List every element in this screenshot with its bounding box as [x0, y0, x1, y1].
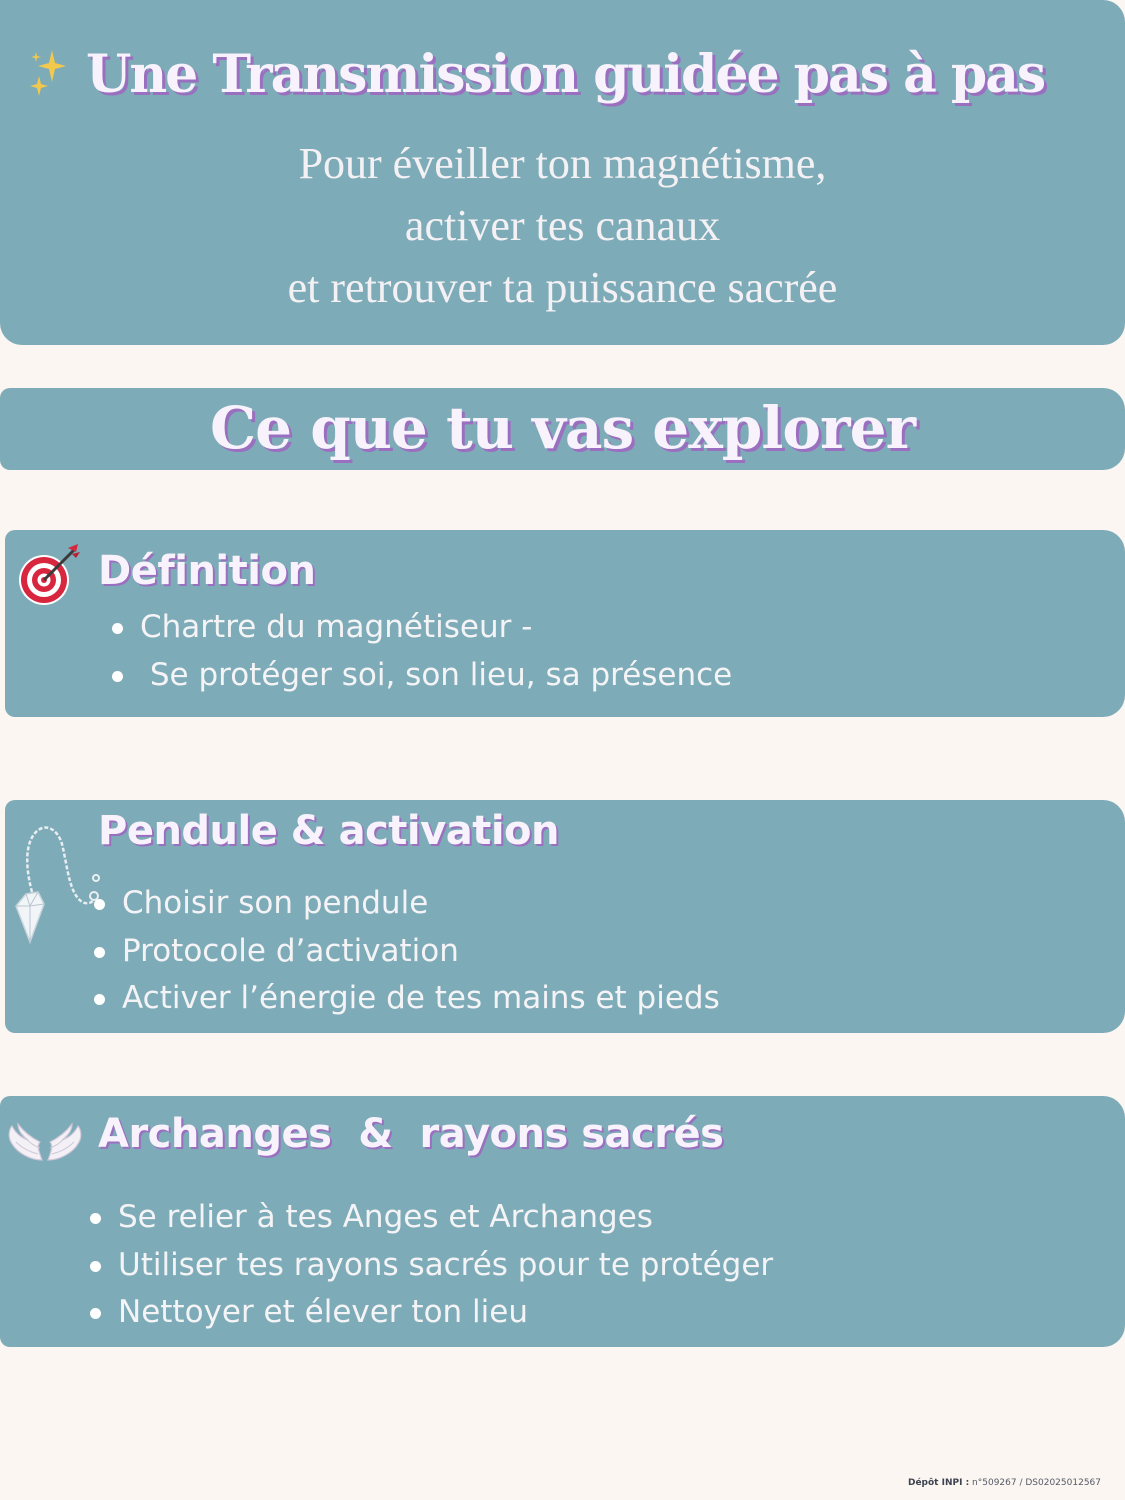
- bullet-dot: [90, 1308, 101, 1319]
- list-item: [90, 880, 720, 928]
- footer-value: n°509267 / DS02025012567: [972, 1478, 1101, 1488]
- list-item: [86, 1289, 773, 1337]
- footer-label: Dépôt INPI :: [907, 1478, 970, 1488]
- list-item-text: Protocole d’activation: [122, 932, 459, 969]
- list-item-text: Activer l’énergie de tes mains et pieds: [122, 980, 720, 1016]
- bullet-dot: [90, 1213, 101, 1224]
- section-title-pendule: Pendule & activation: [98, 808, 559, 854]
- section-title-archanges: Archanges & rayons sacrés: [98, 1111, 724, 1157]
- subtitle-line-1: Pour éveiller ton magnétisme,: [298, 139, 827, 188]
- list-item: [86, 1242, 773, 1290]
- subtitle-line-3: et retrouver ta puissance sacrée: [287, 263, 838, 312]
- archanges-list: [86, 1194, 773, 1337]
- pendule-list: [90, 880, 720, 1023]
- list-item-text: Utiliser tes rayons sacrés pour te protéger: [118, 1246, 774, 1283]
- footer-note: [908, 1478, 1101, 1488]
- list-item: [90, 928, 720, 976]
- list-item: [108, 652, 732, 700]
- list-item: [86, 1194, 773, 1242]
- definition-list: [108, 604, 732, 699]
- list-item-text: Chartre du magnétiseur -: [140, 609, 533, 645]
- subtitle-line-2: activer tes canaux: [404, 201, 721, 250]
- section-title-definition: Définition: [98, 548, 316, 594]
- wings-icon: [6, 1120, 84, 1174]
- bullet-dot: [94, 899, 105, 910]
- list-item: [90, 975, 720, 1023]
- list-item-text: Choisir son pendule: [122, 885, 429, 921]
- list-item-text: Nettoyer et élever ton lieu: [118, 1294, 528, 1330]
- sparkle-icon: [28, 46, 68, 98]
- page-title: Une Transmission guidée pas à pas: [86, 44, 1045, 105]
- target-icon: [16, 542, 84, 608]
- bullet-dot: [112, 671, 123, 682]
- bullet-dot: [90, 1261, 101, 1272]
- list-item: [108, 604, 732, 652]
- list-item-text: Se relier à tes Anges et Archanges: [118, 1199, 653, 1235]
- bullet-dot: [112, 623, 123, 634]
- bullet-dot: [94, 994, 105, 1005]
- bullet-dot: [94, 947, 105, 958]
- list-item-text: Se protéger soi, son lieu, sa présence: [140, 656, 733, 693]
- explore-title: Ce que tu vas explorer: [209, 394, 916, 462]
